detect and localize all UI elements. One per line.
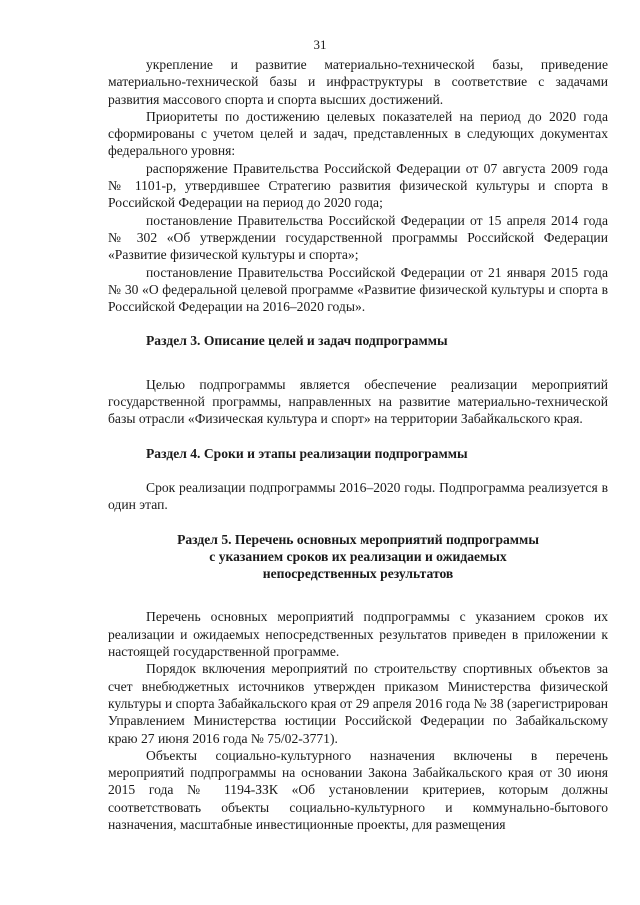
section5-heading-line: с указанием сроков их реализации и ожидаемых: [209, 548, 507, 564]
section3-text: Целью подпрограммы является обеспечение реализации мероприятий государственной программы, направленных на развитие материально-технической базы отрасли «Физическая культура и спорт» на территории Забайкальского края.: [108, 376, 608, 427]
paragraph: укрепление и развитие материально-технической базы, приведение материально-технической базы и инфраструктуры в соответствие с задачами развития массового спорта и спорта высших достижений.: [108, 57, 608, 107]
section5-heading-line: Раздел 5. Перечень основных мероприятий подпрограммы: [177, 531, 539, 547]
paragraph: постановление Правительства Российской Федерации от 21 января 2015 года № 30 «О федеральной целевой программе «Развитие физической культуры и спорта в Российской Федерации на 2016–2020 годы».: [108, 264, 608, 315]
section4-heading: Раздел 4. Сроки и этапы реализации подпрограммы: [146, 445, 468, 461]
paragraph: Порядок включения мероприятий по строительству спортивных объектов за счет внебюджетных источников утвержден приказом Министерства физической культуры и спорта Забайкальского края от 29 апреля 2016 года № 38 (зарегистрирован Управлением Министерства юстиции Российской Федерации по Забайкальскому краю 27 июня 2016 года № 75/02-3771).: [108, 661, 609, 746]
section4-text: Срок реализации подпрограммы 2016–2020 годы. Подпрограмма реализуется в один этап.: [108, 479, 608, 513]
paragraph: Перечень основных мероприятий подпрограммы с указанием сроков их реализации и ожидаемых непосредственных результатов приведен в приложении к настоящей государственной программе.: [108, 609, 608, 660]
paragraph: Объекты социально-культурного назначения включены в перечень мероприятий подпрограммы на основании Закона Забайкальского края от 30 июня 2015 года № 1194-ЗЗК «Об установлении критериев, которым должны соответствовать объекты социально-культурного и коммунально-бытового назначения, масштабные инвестиционные проекты, для размещения: [108, 747, 608, 832]
paragraph: постановление Правительства Российской Федерации от 15 апреля 2014 года № 302 «Об утверждении государственной программы Российской Федерации «Развитие физической культуры и спорта»;: [108, 212, 608, 263]
section3-heading: Раздел 3. Описание целей и задач подпрограммы: [146, 333, 448, 349]
section5-heading-line: непосредственных результатов: [262, 566, 454, 582]
page-number: 31: [313, 37, 327, 52]
paragraph: Приоритеты по достижению целевых показателей на период до 2020 года сформированы с учетом целей и задач, представленных в следующих документах федерального уровня:: [108, 108, 608, 159]
paragraph: распоряжение Правительства Российской Федерации от 07 августа 2009 года № 1101-р, утвердившее Стратегию развития физической культуры и спорта в Российской Федерации на период до 2020 года;: [108, 160, 608, 211]
section5-heading: [108, 531, 608, 583]
document-body: [108, 56, 608, 833]
